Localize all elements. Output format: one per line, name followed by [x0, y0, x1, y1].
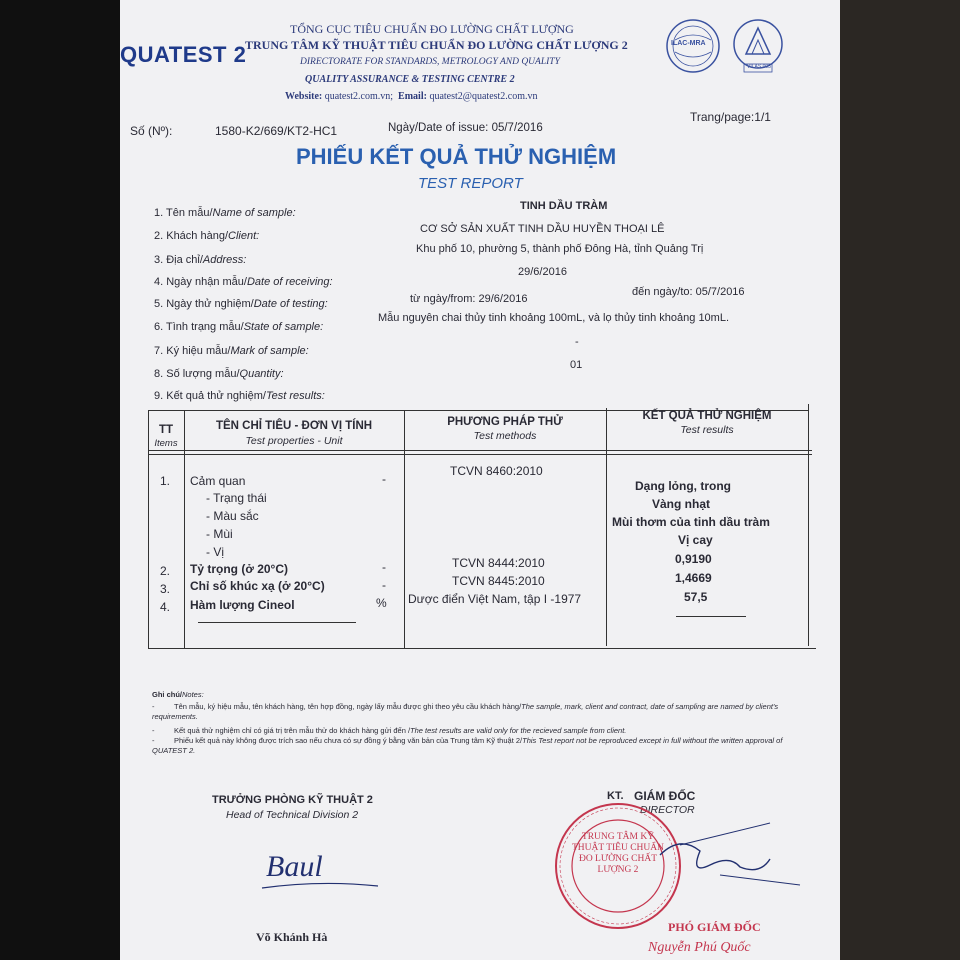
field-address: 3. Địa chỉ/Address: — [154, 254, 247, 266]
col-header-properties: TÊN CHỈ TIÊU - ĐƠN VỊ TÍNH — [215, 420, 373, 432]
col-header-results: KẾT QUẢ THỬ NGHIỆM — [642, 410, 772, 422]
stamp-text: TRUNG TÂM KỸ THUẬT TIÊU CHUẨN ĐO LƯỜNG CHẤT LƯỢNG 2 — [571, 832, 664, 875]
vilas-label: VILAS 003 — [747, 64, 771, 70]
website-line — [285, 91, 538, 102]
col-header-items-en: Items — [154, 438, 178, 449]
right-signatory-prefix: KT. — [607, 790, 624, 802]
row-4-unit: % — [376, 596, 387, 610]
field-test-results: 9. Kết quả thử nghiệm/Test results: — [154, 390, 325, 402]
left-signature-mark: Baul — [266, 850, 323, 883]
left-signatory-title: TRƯỞNG PHÒNG KỸ THUẬT 2 — [212, 794, 373, 806]
row-1-number: 1. — [160, 474, 171, 488]
issue-date-label: Ngày/Date of issue: — [388, 122, 489, 134]
row-1d-result: Vị cay — [678, 533, 713, 547]
row-2-result: 0,9190 — [675, 552, 712, 566]
row-2-name: Tỷ trọng (ở 20°C) — [190, 562, 288, 576]
right-signature — [620, 815, 810, 905]
left-signature — [260, 844, 400, 894]
field-date-of-testing: 5. Ngày thử nghiệm/Date of testing: — [154, 298, 328, 310]
issue-date — [388, 122, 543, 134]
page-label: Trang/page: — [690, 110, 755, 124]
row-4-result: 57,5 — [684, 590, 708, 604]
right-signatory-role: PHÓ GIÁM ĐỐC — [668, 920, 761, 934]
org-line-2: TRUNG TÂM KỸ THUẬT TIÊU CHUẨN ĐO LƯỜNG CHẤT LƯỢNG 2 — [245, 38, 628, 52]
value-mark-of-sample: - — [575, 336, 579, 348]
page-value: 1/1 — [754, 110, 771, 124]
quatest-logo: QUATEST 2 — [120, 42, 247, 67]
right-signatory-subtitle: DIRECTOR — [640, 804, 695, 816]
background-right — [835, 0, 960, 960]
row-1d-name: - Vị — [206, 545, 224, 559]
note-3: - Phiếu kết quả này không được trích sao nếu chưa có sự đồng ý bằng văn bản của Trung tâm Kỹ thuật 2/This Test report not be reproduced except in full without the written approval of QUATEST 2. — [152, 736, 783, 755]
col-header-results-en: Test results — [680, 424, 734, 436]
report-number-value: 1580-K2/669/KT2-HC1 — [215, 124, 338, 138]
row-2-number: 2. — [160, 564, 171, 578]
notes-title: Ghi chú/Notes: — [152, 690, 204, 699]
ilac-mra-label: ILAC-MRA — [671, 40, 706, 47]
row-4-name: Hàm lượng Cineol — [190, 598, 295, 612]
value-date-of-testing-to: đến ngày/to: 05/7/2016 — [632, 286, 745, 298]
report-number-label: Số (Nº): — [130, 124, 173, 138]
row-4-method: Dược điển Việt Nam, tập I -1977 — [408, 592, 582, 606]
ilac-mra-badge — [665, 18, 721, 74]
row-3-unit: - — [382, 578, 386, 592]
website-value: quatest2.com.vn; — [324, 91, 394, 102]
row-1a-result: Dạng lỏng, trong — [635, 479, 731, 493]
website-label: Website: — [285, 91, 323, 102]
left-signatory-subtitle: Head of Technical Division 2 — [226, 809, 359, 821]
value-address: Khu phố 10, phường 5, thành phố Đông Hà, tỉnh Quảng Trị — [416, 243, 704, 255]
row-1c-name: - Mùi — [206, 527, 233, 541]
col-header-methods-en: Test methods — [473, 430, 537, 442]
row-3-method: TCVN 8445:2010 — [452, 574, 545, 588]
right-signatory-title: GIÁM ĐỐC — [634, 789, 696, 803]
org-line-4: QUALITY ASSURANCE & TESTING CENTRE 2 — [305, 74, 515, 85]
value-client: CƠ SỞ SẢN XUẤT TINH DẦU HUYỀN THOẠI LÊ — [420, 223, 665, 235]
row-1-unit: - — [382, 472, 386, 486]
note-2: - Kết quả thử nghiệm chỉ có giá trị trên mẫu thử do khách hàng gửi đến /The test results are valid only for the recieved sample from client. — [152, 726, 627, 735]
note-1: - Tên mẫu, ký hiệu mẫu, tên khách hàng, tên hợp đồng, ngày lấy mẫu được ghi theo yêu cầu khách hàng/The sample, mark, client and contract, date of sampling are named by client's requirements. — [152, 702, 779, 721]
test-report-page — [120, 0, 840, 960]
org-line-3: DIRECTORATE FOR STANDARDS, METROLOGY AND QUALITY — [300, 57, 560, 67]
row-1b-result: Vàng nhạt — [652, 497, 711, 511]
vilas-badge — [728, 16, 788, 76]
col-header-items: TT — [158, 424, 174, 436]
email-value: quatest2@quatest2.com.vn — [429, 91, 538, 102]
row-3-number: 3. — [160, 582, 171, 596]
value-quantity: 01 — [570, 359, 583, 371]
right-signatory-name: Nguyễn Phú Quốc — [648, 940, 751, 955]
report-title: PHIẾU KẾT QUẢ THỬ NGHIỆM — [296, 144, 617, 169]
row-1c-result: Mùi thơm của tinh dầu tràm — [612, 515, 770, 529]
field-client: 2. Khách hàng/Client: — [154, 230, 260, 242]
issue-date-value: 05/7/2016 — [491, 122, 543, 134]
row-4-result-underline — [676, 616, 746, 617]
field-mark-of-sample: 7. Ký hiệu mẫu/Mark of sample: — [154, 345, 309, 357]
value-date-of-receiving: 29/6/2016 — [518, 266, 567, 278]
row-4-name-underline — [198, 622, 356, 623]
field-state-of-sample: 6. Tình trạng mẫu/State of sample: — [154, 321, 324, 333]
row-1-method: TCVN 8460:2010 — [450, 464, 543, 478]
row-2-unit: - — [382, 560, 386, 574]
row-3-result: 1,4669 — [675, 571, 712, 585]
col-header-methods: PHƯƠNG PHÁP THỬ — [447, 416, 563, 428]
field-name-of-sample: 1. Tên mẫu/Name of sample: — [154, 207, 296, 219]
page-number — [690, 110, 771, 124]
field-quantity: 8. Số lượng mẫu/Quantity: — [154, 368, 284, 380]
value-state-of-sample: Mẫu nguyên chai thủy tinh khoảng 100mL, và lọ thủy tinh khoảng 10mL. — [378, 312, 730, 324]
value-date-of-testing-from: từ ngày/from: 29/6/2016 — [410, 293, 528, 305]
row-1a-name: - Trạng thái — [206, 491, 267, 505]
email-label: Email: — [398, 91, 427, 102]
org-line-1: TỔNG CỤC TIÊU CHUẨN ĐO LƯỜNG CHẤT LƯỢNG — [290, 22, 574, 36]
row-1-name: Cảm quan — [190, 474, 246, 488]
field-date-of-receiving: 4. Ngày nhận mẫu/Date of receiving: — [154, 276, 333, 288]
row-3-name: Chỉ số khúc xạ (ở 20°C) — [190, 579, 325, 593]
row-2-method: TCVN 8444:2010 — [452, 556, 545, 570]
col-header-properties-en: Test properties - Unit — [245, 435, 343, 447]
report-subtitle: TEST REPORT — [418, 175, 523, 192]
row-4-number: 4. — [160, 600, 171, 614]
row-1b-name: - Màu sắc — [206, 509, 259, 523]
left-signatory-name: Võ Khánh Hà — [256, 930, 328, 944]
background-left — [0, 0, 120, 960]
value-name-of-sample: TINH DẦU TRÀM — [520, 200, 608, 212]
